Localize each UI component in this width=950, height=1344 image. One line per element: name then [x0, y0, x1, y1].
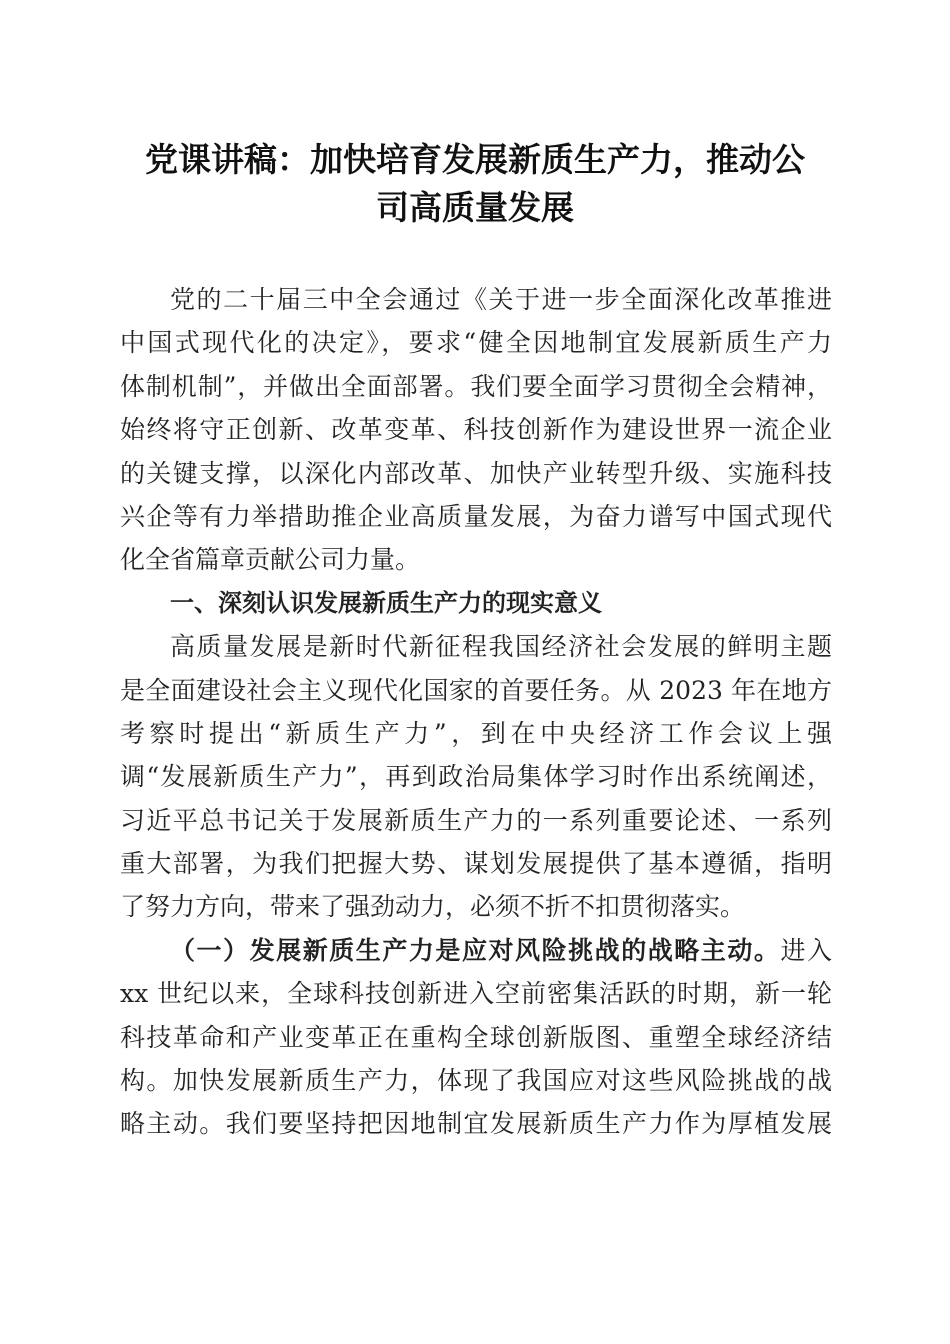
paragraph-line: 化全省篇章贡献公司力量。	[120, 545, 421, 575]
subsection-lead: （一）发展新质生产力是应对风险挑战的战略主动。	[170, 935, 781, 965]
paragraph-line: 是全面建设社会主义现代化国家的首要任务。从 2023 年在地方	[120, 675, 832, 705]
paragraph-line: 高质量发展是新时代新征程我国经济社会发展的鲜明主题	[170, 632, 832, 662]
paragraph-line: 重大部署，为我们把握大势、谋划发展提供了基本遵循，指明	[120, 849, 832, 879]
paragraph-line: 始终将守正创新、改革变革、科技创新作为建设世界一流企业	[120, 415, 832, 445]
paragraph-line: 了努力方向，带来了强劲动力，必须不折不扣贯彻落实。	[120, 892, 746, 922]
paragraph-intro	[120, 278, 832, 582]
paragraph-line: 兴企等有力举措助推企业高质量发展，为奋力谱写中国式现代	[120, 501, 832, 531]
section-heading: 一、深刻认识发展新质生产力的现实意义	[170, 588, 602, 617]
document-body	[120, 278, 832, 1146]
lead-tail: 进入	[780, 935, 832, 965]
paragraph-line: 构。加快发展新质生产力，体现了我国应对这些风险挑战的战	[120, 1066, 832, 1096]
paragraph-line: 体制机制”，并做出全面部署。我们要全面学习贯彻全会精神，	[120, 371, 832, 401]
paragraph-line-lead	[120, 929, 832, 972]
paragraph-line: 科技革命和产业变革正在重构全球创新版图、重塑全球经济结	[120, 1022, 832, 1052]
paragraph-line: 中国式现代化的决定》，要求“健全因地制宜发展新质生产力	[120, 328, 832, 358]
paragraph-line: 党的二十届三中全会通过《关于进一步全面深化改革推进	[170, 285, 832, 314]
paragraph-line: 调“发展新质生产力”，再到政治局集体学习时作出系统阐述，	[120, 762, 832, 792]
paragraph-strategic-initiative	[120, 929, 832, 1146]
title-line-1: 党课讲稿：加快培育发展新质生产力，推动公	[145, 140, 805, 179]
document-title	[100, 136, 850, 232]
paragraph-line: xx 世纪以来，全球科技创新进入空前密集活跃的时期，新一轮	[120, 979, 832, 1009]
paragraph-line: 习近平总书记关于发展新质生产力的一系列重要论述、一系列	[120, 805, 832, 835]
paragraph-line: 考察时提出“新质生产力”，到在中央经济工作会议上强	[120, 718, 832, 748]
paragraph-line: 的关键支撑，以深化内部改革、加快产业转型升级、实施科技	[120, 458, 832, 488]
paragraph-line: 略主动。我们要坚持把因地制宜发展新质生产力作为厚植发展	[120, 1109, 832, 1139]
title-line-2: 司高质量发展	[376, 188, 574, 227]
paragraph-significance	[120, 625, 832, 929]
